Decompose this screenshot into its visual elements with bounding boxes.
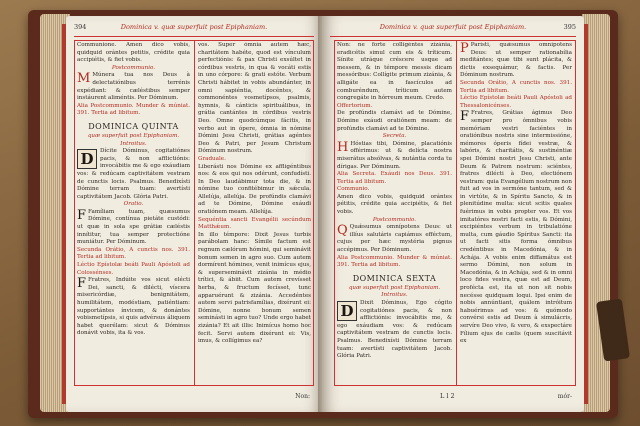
dominica-quinta-subtitle: quæ superfuit post Epiphaniam. [87, 132, 180, 139]
left-page-number: 394 [74, 23, 87, 31]
right-oratio-text: P Parísti, quǽsumus omnípotens Deus: ut semper rationabília meditántes; quæ tibi sunt plácita, & dictis exsequámur, & factis. Per Dóminum nostrum. [460, 42, 572, 79]
left-alia-postcomm: Alia Postcommunio. Munder & múniat. 391. Tertia ad libitum. [77, 102, 190, 117]
dominica-sexta-subtitle: quæ superfuit post Epiphaniam. [348, 284, 441, 291]
dropcap-f: F [77, 207, 87, 223]
left-gradual-text: Liberásti nos Dómine ex affligéntibus nos: & eos qui nos odérunt, confudísti. In Deo laudábimur tota die, & in nómine tuo confitébimur in sǽcula. Allelúja, allelúja. De profúndis clamávi ad te Dómine, Dómine exáudi oratiónem meam. Allelúja. [198, 163, 311, 216]
dropcap-h: H [337, 139, 349, 155]
left-epistle-text: F Fratres, Indúite vos sicut elécti Dei, sancti, & dilécti, víscera misericórdiæ, benignitátem, humilitátem, modéstiam, patiéntiam: supportántes ínvicem, & donántes vobismetípsis, si quis advérsus áliquem habet querélam: sicut & Dóminus donávit vobis, ita & vos. [77, 276, 190, 337]
left-column-rule [194, 40, 195, 386]
left-communio-end: Communione. Amen dico vobis, quidquid orántes petitis, crédite quia accipiétis, & fiet vobis. [77, 42, 190, 64]
right-alia-postcomm: Alia Postcommunio. Munder & múniat. 391. Tertia ad libitum. [337, 254, 452, 269]
right-alia-secreta: Alia Secreta. Exáudi nos Deus. 391. Tertia ad libitum. [337, 171, 452, 185]
left-running-title: Dominica v. quæ superfuit post Epiphaniam. [120, 23, 268, 31]
left-gradual-label: Graduale. [198, 155, 226, 162]
dropcap-f3: F [460, 109, 470, 125]
dominica-sexta-title: DOMINICA SEXTA [352, 273, 437, 283]
left-lectio-label: Léctio Epístolæ beáti Pauli Apóstoli ad Colossénses. [77, 262, 190, 276]
left-epistle-cont: vos. Super ómnia autem hæc, charitátem habéte, quod est vínculum perfectiónis: & pax Christi exsúltet in córdibus vestris, in qua & vocáti estis in uno córpore: & grati estóte. Verbum Christi hábitet in vobis abundánter, in omni sapiéntia, docéntes, & commonéntes vosmetípsos, psalmis, hymnis, & cánticis spirituálibus, in grátia cantántes in córdibus vestris Deo. Omne quodcúmque fácitis, in verbo aut in ópere, ómnia in nómine Dómini Jesu Christi, grátias agéntes Deo & Patri, per Jesum Christum Dóminum nostrum. [198, 42, 311, 155]
dropcap-m: M [77, 71, 91, 87]
right-page-number: 395 [563, 23, 576, 31]
right-postcomm-label: Postcommunio. [372, 216, 417, 223]
dominica-quinta-title: DOMINICA QUINTA [88, 121, 179, 131]
left-catchword: Non: [295, 393, 310, 400]
ornamental-dropcap-d2: D [337, 301, 357, 321]
left-postcomm-text: M Múnera tua nos Deus à delectatiónibus terrénis expédiant: & cæléstibus semper instáurent aliméntis. Per Dóminum. [77, 71, 190, 102]
right-epistle-text: F Fratres, Grátias ágimus Deo semper pro ómnibus vobis memóriam vestri faciéntes in oratiónibus nostris sine intermissióne, mémores óperis fídei vestræ, & labóris, & charitátis, & sustinéntiæ spei Dómini nostri Jesu Christi, ante Deum & Patrem nostrum: sciéntes, fratres dilécti à Deo, electiónem vestram: quia Evangélium nostrum non fuit ad vos in sermóne tantum, sed & in virtúte, & in Spíritu Sancto, & in plenitúdine multa: sicut scitis quales fuérimus in vobis propter vos. Et vos imitatóres nostri facti estis, & Dómini, excipiéntes verbum in tribulatióne multa, cum gáudio Spíritus Sancti: ita ut facti sitis forma ómnibus credéntibus in Macedónia, & in Achája. A vobis enim diffamátus est sermo Dómini, non solum in Macedónia, & in Achája, sed & in omni loco fides vestra, quæ est ad Deum, profécta est, ita ut non sit nobis necésse quidquam loqui. Ipsi enim de nobis annúntiant, quálem intróitum habuérimus ad vos: & quómodo convérsi estis ad Deum à simulácris, servíre Deo vivo, & vero, & exspectáre Fílium ejus de cælis (quem suscitávit ex [460, 109, 572, 345]
right-column-rule [456, 40, 457, 386]
left-secunda-oratio: Secunda Orátio, A cunctis nos. 391. Tertia ad libitum. [77, 246, 190, 261]
right-column-1 [337, 42, 452, 384]
left-column-2 [198, 42, 311, 384]
left-oratio-text: F Famíliam tuam, quæsumus Dómine, contínua pietáte custódi: ut quæ in sola spe grátiæ cæléstis innítitur, tua semper protectióne muniátur. Per Dóminum. [77, 207, 190, 246]
right-lectio-label: Léctio Epístolæ beáti Pauli Apóstoli ad Thessalonicénses. [460, 95, 572, 109]
left-page [66, 16, 322, 412]
right-column-2 [460, 42, 572, 384]
right-running-head [330, 20, 576, 37]
dropcap-p: P [460, 42, 469, 56]
right-postcomm-text: Q Quǽsumus omnípotens Deus: ut illíus salutáris capiámus efféctum, cujus per hæc mystéria pignus accépimus. Per Dóminum. [337, 223, 452, 254]
left-running-head [74, 20, 314, 37]
left-oratio-label: Oratio. [123, 201, 144, 208]
right-offertory-text: De profúndis clamávi ad te Dómine, Dómine exáudi oratiónem meam: de profúndis clamávi ad te Dómine. [337, 110, 452, 132]
right-communio-text: Amen dico vobis, quidquid orántes pétitis, crédite quia accipiétis, & fiet vobis. [337, 193, 452, 216]
red-edge-right [584, 24, 588, 404]
right-running-title: Dominica v. quæ superfuit post Epiphaniam. [379, 23, 527, 31]
right-gospel-end: Non: ne forte colligéntes zizánia, eradicétis simul cum eis & tríticum. Sínite utráque créscere usque ad messem, & in témpore messis dicam messóribus: Collígite primum zizánia, & alligáte ea in fascículos ad comburéndum, tríticum autem congregáte in hórreum meum. Credo. [337, 42, 452, 102]
signature-mark: L l 2 [440, 392, 455, 400]
left-introit-label: Introitus. [120, 140, 147, 147]
right-page [322, 16, 584, 412]
right-introit-text: D Dixit Dóminus, Ego cógito cogitatiónes pacis, & non afflictiónis: invocábitis me, & ego exáudiam vos: & redúcam captivitátem vestram de cunctis locis. Psalmus. Benedixísti Dómine terram tuam: avertísti captivitátem Jacob. Glória Patri. [337, 300, 452, 360]
left-introit-text: D Dícite Dóminus, cogitatiónes pacis, & non afflictiónis: invocábitis me & ego exáudiam vos: & redúcam captivitátem vestram de cunctis locis. Psalmus. Benedixísti Dómine terram tuam: avertísti captivitátem Jacob. Glória Patri. [77, 148, 190, 200]
right-secreta-text: H Hóstias tibi, Dómine, placatiónis offérimus: ut & delícta nostra miserátus absólvas, & nutántia corda tu dírigas. Per Dóminum. [337, 139, 452, 170]
dropcap-q: Q [337, 223, 348, 239]
right-introit-label: Introitus. [381, 292, 408, 299]
dropcap-f2: F [77, 276, 87, 292]
right-secreta-label: Secreta. [382, 133, 407, 140]
ornamental-dropcap-d: D [77, 149, 97, 169]
right-communio-label: Communio. [337, 186, 370, 193]
left-gospel-text: In illo témpore: Dixit Jesus turbis parábolam hanc: Símile factum est regnum cælórum hómini, qui seminávit bonum semen in agro suo. Cum autem dormírent hómines, venit inimícus ejus, & superseminávit zizánia in médio trítici, & ábiit. Cum autem crevísset herba, & fructum fecísset, tunc apparuérunt & zizánia. Accedéntes autem servi patrisfamílias, dixérunt ei: Dómine, nonne bonum semen seminásti in agro tuo? Unde ergo habet zizánia? Et ait illis: Inimícus homo hoc fecit. Servi autem dixérunt ei: Vis, imus, & collígimus ea? [198, 231, 311, 345]
left-gospel-label: Sequéntia sancti Evangélii secúndum Matthǽum. [198, 216, 311, 231]
left-postcomm-label: Postcommunio. [111, 64, 156, 71]
right-offertory-label: Offertorium. [337, 102, 373, 109]
left-column-1 [77, 42, 190, 384]
right-catchword: mór- [557, 393, 572, 400]
right-secunda-oratio: Secunda Orátio, A cunctis nos. 391. Tertia ad libitum. [460, 79, 572, 94]
